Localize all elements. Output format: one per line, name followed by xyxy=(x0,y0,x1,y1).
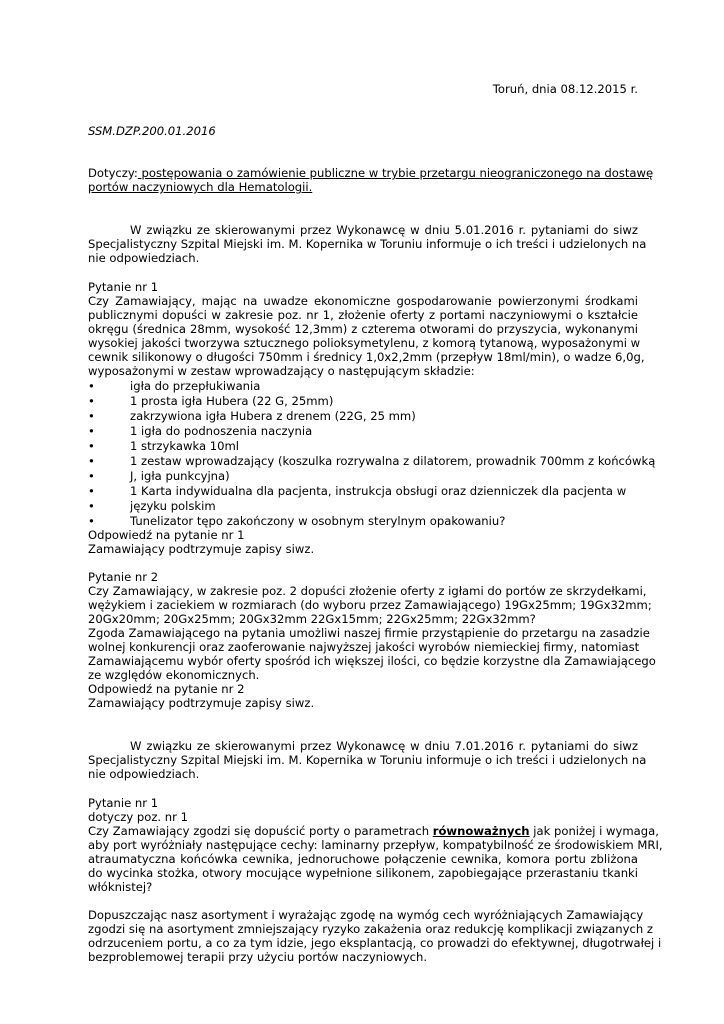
list-item: 1 zestaw wprowadzający (koszulka rozrywalna z dilatorem, prowadnik 700mm z końcówką xyxy=(130,454,656,468)
q1-line: wyposażonymi w zestaw wprowadzający o następującym składzie: xyxy=(88,364,475,378)
reference-number: SSM.DZP.200.01.2016 xyxy=(88,124,216,138)
q3-line: włóknistej? xyxy=(88,880,153,894)
q3-line: atraumatyczna końcówka cewnika, jednoruchowe połączenie cewnika, komora portu zbliżona xyxy=(88,852,638,866)
q3-title: Pytanie nr 1 xyxy=(88,796,159,810)
list-item: zakrzywiona igła Hubera z drenem (22G, 25 mm) xyxy=(130,409,416,423)
q1-answer: Zamawiający podtrzymuje zapisy siwz. xyxy=(88,542,315,556)
list-item: igła do przepłukiwania xyxy=(130,379,261,393)
q3-para-line: zgodzi się na asortyment zmniejszający ryzyko zakażenia oraz redukcję komplikacji związanych z xyxy=(88,922,653,936)
bullet: • xyxy=(88,469,95,483)
q3-line-1c: jak poniżej i wymaga, xyxy=(529,824,659,838)
q3-para-line: bezproblemowej terapii przy użyciu portów naczyniowych. xyxy=(88,950,428,964)
q1-line: wysokiej jakości tworzywa sztucznego polioksymetylenu, z komorą tytanową, wyposażonymi w xyxy=(88,336,641,350)
q1-line: cewnik silikonowy o długości 750mm i średnicy 1,0x2,2mm (przepływ 18ml/min), o wadze 6,0g, xyxy=(88,350,645,364)
q2-line: wężykiem i zaciekiem w rozmiarach (do wyboru przez Zamawiającego) 19Gx25mm; 19Gx32mm; xyxy=(88,598,652,612)
q3-para-line: Dopuszczając nasz asortyment i wyrażając zgodę na wymóg cech wyróżniających Zamawiający xyxy=(88,908,644,922)
intro2-line-1: W związku ze skierowanymi przez Wykonawcę w dniu 7.01.2016 r. pytaniami do siwz xyxy=(130,739,638,753)
place-date: Toruń, dnia 08.12.2015 r. xyxy=(492,82,638,96)
list-item: 1 prosta igła Hubera (22 G, 25mm) xyxy=(130,394,334,408)
q1-line: publicznymi dopuści w zakresie poz. nr 1, złożenie oferty z portami naczyniowymi o kształcie xyxy=(88,308,638,322)
q2-line: ze względów ekonomicznych. xyxy=(88,668,260,682)
q1-title: Pytanie nr 1 xyxy=(88,280,159,294)
q1-line: Czy Zamawiający, mając na uwadze ekonomiczne gospodarowanie powierzonymi środkami xyxy=(88,294,638,308)
list-item: 1 Karta indywidualna dla pacjenta, instrukcja obsługi oraz dzienniczek dla pacjenta w xyxy=(130,484,627,498)
list-item: 1 igła do podnoszenia naczynia xyxy=(130,424,313,438)
q3-line: do wycinka stożka, otwory mocujące wypełnione silikonem, zapobiegające przerastaniu tkanki xyxy=(88,866,638,880)
subject-label: Dotyczy: xyxy=(88,166,138,180)
intro2-line-3: nie odpowiedziach. xyxy=(88,767,200,781)
subject-line-2: portów naczyniowych dla Hematologii. xyxy=(88,180,313,194)
bullet: • xyxy=(88,394,95,408)
q3-position: dotyczy poz. nr 1 xyxy=(88,810,188,824)
bullet: • xyxy=(88,454,95,468)
q1-answer-title: Odpowiedź na pytanie nr 1 xyxy=(88,528,245,542)
intro1-line-3: nie odpowiedziach. xyxy=(88,251,200,265)
bullet: • xyxy=(88,424,95,438)
q3-line-1a: Czy Zamawiający zgodzi się dopuścić porty o parametrach xyxy=(88,824,433,838)
q3-line: aby port wyróżniały następujące cechy: laminarny przepływ, kompatybilność ze środowiskiem MRI, xyxy=(88,838,663,852)
q2-title: Pytanie nr 2 xyxy=(88,570,159,584)
bullet: • xyxy=(88,379,95,393)
q1-line: okręgu (średnica 28mm, wysokość 12,3mm) z czterema otworami do przyszycia, wykonanymi xyxy=(88,322,638,336)
q2-line: wolnej konkurencji oraz zaoferowanie najwyższej jakości wyrobów niemieckiej firmy, natomiast xyxy=(88,640,640,654)
q3-para-line: odrzuceniem portu, a co za tym idzie, jego eksplantacją, co prowadzi do efektywnej, długotrwałej i xyxy=(88,936,662,950)
bullet: • xyxy=(88,439,95,453)
q2-answer-title: Odpowiedź na pytanie nr 2 xyxy=(88,682,245,696)
q2-line: Zamawiającemu wybór oferty spośród ich większej ilości, co będzie korzystne dla Zamawiającego xyxy=(88,654,656,668)
list-item: 1 strzykawka 10ml xyxy=(130,439,240,453)
q2-line: Czy Zamawiający, w zakresie poz. 2 dopuści złożenie oferty z igłami do portów ze skrzydełkami, xyxy=(88,584,647,598)
list-item: Tunelizator tępo zakończony w osobnym sterylnym opakowaniu? xyxy=(130,514,506,528)
intro1-line-1: W związku ze skierowanymi przez Wykonawcę w dniu 5.01.2016 r. pytaniami do siwz xyxy=(130,223,638,237)
list-item: J, igła punkcyjna) xyxy=(130,469,230,483)
list-item: języku polskim xyxy=(130,499,216,513)
q3-emphasis: równoważnych xyxy=(432,824,530,838)
bullet: • xyxy=(88,514,95,528)
intro1-line-2: Specjalistyczny Szpital Miejski im. M. Kopernika w Toruniu informuje o ich treści i udzielonych na xyxy=(88,237,647,251)
intro2-line-2: Specjalistyczny Szpital Miejski im. M. Kopernika w Toruniu informuje o ich treści i udzielonych na xyxy=(88,753,647,767)
q3-line-1 xyxy=(88,824,659,838)
bullet: • xyxy=(88,409,95,423)
q2-line: 20Gx20mm; 20Gx25mm; 20Gx32mm 22Gx15mm; 22Gx25mm; 22Gx32mm? xyxy=(88,612,536,626)
subject-text-1: postępowania o zamówienie publiczne w trybie przetargu nieograniczonego na dostawę xyxy=(137,166,654,180)
subject-line-1 xyxy=(88,166,654,180)
q2-line: Zgoda Zamawiającego na pytania umożliwi naszej firmie przystąpienie do przetargu na zasadzie xyxy=(88,626,650,640)
bullet: • xyxy=(88,484,95,498)
q2-answer: Zamawiający podtrzymuje zapisy siwz. xyxy=(88,696,315,710)
bullet: • xyxy=(88,499,95,513)
